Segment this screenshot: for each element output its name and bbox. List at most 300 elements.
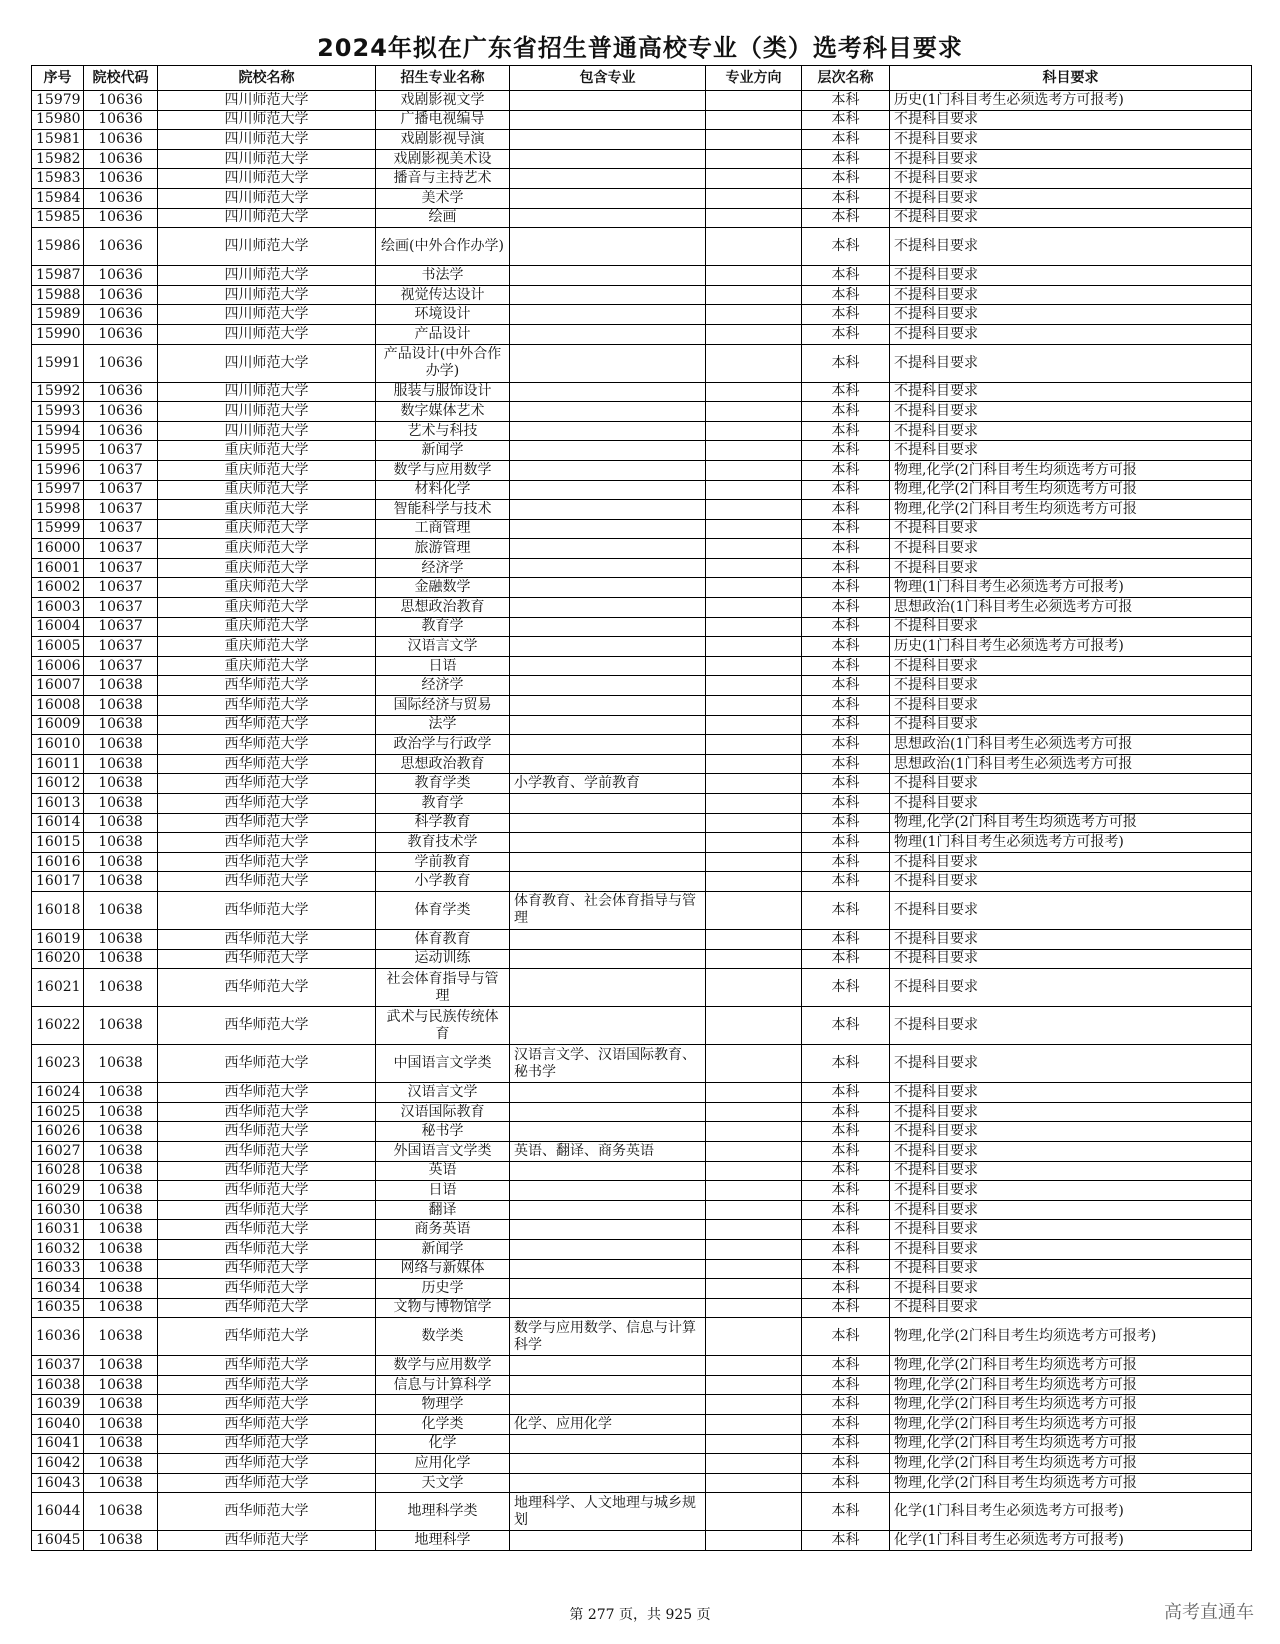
cell-subject-requirement: 历史(1门科目考生必须选考方可报考) xyxy=(890,637,1252,657)
cell-level: 本科 xyxy=(802,598,890,618)
cell-serial: 16004 xyxy=(32,617,84,637)
cell-level: 本科 xyxy=(802,1493,890,1531)
cell-level: 本科 xyxy=(802,1298,890,1318)
cell-subject-requirement: 不提科目要求 xyxy=(890,656,1252,676)
cell-major-direction xyxy=(706,1298,802,1318)
cell-level: 本科 xyxy=(802,696,890,716)
cell-school-name: 西华师范大学 xyxy=(158,949,376,969)
cell-subject-requirement: 不提科目要求 xyxy=(890,539,1252,559)
cell-school-name: 西华师范大学 xyxy=(158,833,376,853)
cell-level: 本科 xyxy=(802,1141,890,1161)
cell-major-name: 翻译 xyxy=(376,1200,510,1220)
cell-major-name: 数学与应用数学 xyxy=(376,460,510,480)
cell-major-direction xyxy=(706,208,802,228)
requirements-table xyxy=(31,65,1252,1551)
cell-major-name: 环境设计 xyxy=(376,305,510,325)
cell-major-name: 服装与服饰设计 xyxy=(376,382,510,402)
cell-included-majors xyxy=(510,344,706,382)
cell-serial: 15980 xyxy=(32,110,84,130)
cell-subject-requirement: 不提科目要求 xyxy=(890,188,1252,208)
cell-serial: 16039 xyxy=(32,1395,84,1415)
cell-included-majors xyxy=(510,578,706,598)
table-row xyxy=(32,598,1252,618)
cell-major-name: 广播电视编导 xyxy=(376,110,510,130)
cell-school-code: 10638 xyxy=(84,715,158,735)
cell-subject-requirement: 不提科目要求 xyxy=(890,891,1252,929)
cell-major-direction xyxy=(706,460,802,480)
cell-school-code: 10638 xyxy=(84,774,158,794)
cell-included-majors: 化学、应用化学 xyxy=(510,1415,706,1435)
cell-school-code: 10636 xyxy=(84,421,158,441)
cell-level: 本科 xyxy=(802,578,890,598)
cell-serial: 15997 xyxy=(32,480,84,500)
cell-school-name: 重庆师范大学 xyxy=(158,637,376,657)
cell-school-code: 10638 xyxy=(84,891,158,929)
cell-school-code: 10637 xyxy=(84,441,158,461)
table-row xyxy=(32,1318,1252,1356)
cell-subject-requirement: 不提科目要求 xyxy=(890,305,1252,325)
cell-school-code: 10637 xyxy=(84,598,158,618)
cell-level: 本科 xyxy=(802,285,890,305)
cell-major-direction xyxy=(706,617,802,637)
cell-school-code: 10638 xyxy=(84,833,158,853)
cell-major-name: 化学 xyxy=(376,1434,510,1454)
cell-serial: 16021 xyxy=(32,969,84,1007)
cell-included-majors xyxy=(510,285,706,305)
table-row xyxy=(32,285,1252,305)
cell-subject-requirement: 物理,化学(2门科目考生均须选考方可报考) xyxy=(890,1318,1252,1356)
cell-subject-requirement: 不提科目要求 xyxy=(890,110,1252,130)
cell-major-direction xyxy=(706,637,802,657)
cell-subject-requirement: 不提科目要求 xyxy=(890,382,1252,402)
cell-serial: 16000 xyxy=(32,539,84,559)
cell-school-name: 西华师范大学 xyxy=(158,852,376,872)
table-row xyxy=(32,754,1252,774)
cell-school-name: 重庆师范大学 xyxy=(158,441,376,461)
cell-major-name: 日语 xyxy=(376,1181,510,1201)
table-row xyxy=(32,1531,1252,1551)
cell-level: 本科 xyxy=(802,637,890,657)
cell-serial: 15988 xyxy=(32,285,84,305)
cell-school-name: 四川师范大学 xyxy=(158,208,376,228)
cell-subject-requirement: 不提科目要求 xyxy=(890,441,1252,461)
cell-level: 本科 xyxy=(802,519,890,539)
cell-school-code: 10638 xyxy=(84,1141,158,1161)
cell-subject-requirement: 不提科目要求 xyxy=(890,794,1252,814)
table-row xyxy=(32,794,1252,814)
cell-school-code: 10637 xyxy=(84,460,158,480)
cell-major-name: 国际经济与贸易 xyxy=(376,696,510,716)
cell-school-name: 四川师范大学 xyxy=(158,344,376,382)
cell-school-code: 10638 xyxy=(84,1259,158,1279)
cell-included-majors xyxy=(510,1356,706,1376)
cell-level: 本科 xyxy=(802,305,890,325)
table-row xyxy=(32,949,1252,969)
cell-included-majors xyxy=(510,1531,706,1551)
cell-school-code: 10636 xyxy=(84,402,158,422)
cell-major-direction xyxy=(706,266,802,286)
table-row xyxy=(32,637,1252,657)
cell-major-name: 教育学 xyxy=(376,617,510,637)
cell-serial: 16041 xyxy=(32,1434,84,1454)
cell-subject-requirement: 化学(1门科目考生必须选考方可报考) xyxy=(890,1493,1252,1531)
table-row xyxy=(32,813,1252,833)
cell-major-direction xyxy=(706,1279,802,1299)
table-row xyxy=(32,344,1252,382)
cell-level: 本科 xyxy=(802,1239,890,1259)
cell-school-name: 重庆师范大学 xyxy=(158,617,376,637)
cell-serial: 16035 xyxy=(32,1298,84,1318)
cell-school-code: 10638 xyxy=(84,696,158,716)
cell-serial: 16011 xyxy=(32,754,84,774)
cell-major-direction xyxy=(706,774,802,794)
cell-school-name: 西华师范大学 xyxy=(158,1531,376,1551)
cell-school-name: 西华师范大学 xyxy=(158,1259,376,1279)
cell-included-majors: 体育教育、社会体育指导与管理 xyxy=(510,891,706,929)
cell-level: 本科 xyxy=(802,852,890,872)
cell-serial: 16026 xyxy=(32,1122,84,1142)
cell-major-name: 经济学 xyxy=(376,676,510,696)
cell-major-name: 智能科学与技术 xyxy=(376,500,510,520)
cell-school-code: 10637 xyxy=(84,617,158,637)
cell-major-name: 新闻学 xyxy=(376,1239,510,1259)
cell-level: 本科 xyxy=(802,1259,890,1279)
table-row xyxy=(32,188,1252,208)
cell-school-code: 10638 xyxy=(84,1395,158,1415)
cell-school-name: 西华师范大学 xyxy=(158,1493,376,1531)
cell-school-name: 西华师范大学 xyxy=(158,1220,376,1240)
cell-major-name: 中国语言文学类 xyxy=(376,1045,510,1083)
cell-school-name: 重庆师范大学 xyxy=(158,578,376,598)
table-row xyxy=(32,1141,1252,1161)
cell-serial: 16030 xyxy=(32,1200,84,1220)
cell-school-name: 四川师范大学 xyxy=(158,188,376,208)
cell-serial: 16031 xyxy=(32,1220,84,1240)
cell-level: 本科 xyxy=(802,949,890,969)
cell-serial: 16032 xyxy=(32,1239,84,1259)
cell-serial: 16025 xyxy=(32,1102,84,1122)
cell-subject-requirement: 不提科目要求 xyxy=(890,402,1252,422)
cell-major-direction xyxy=(706,1318,802,1356)
table-row xyxy=(32,228,1252,266)
table-row xyxy=(32,1200,1252,1220)
cell-major-direction xyxy=(706,1102,802,1122)
cell-level: 本科 xyxy=(802,208,890,228)
cell-school-code: 10637 xyxy=(84,519,158,539)
cell-level: 本科 xyxy=(802,969,890,1007)
cell-major-name: 旅游管理 xyxy=(376,539,510,559)
page-title: 2024年拟在广东省招生普通高校专业（类）选考科目要求 xyxy=(317,34,963,62)
cell-school-name: 西华师范大学 xyxy=(158,676,376,696)
cell-serial: 16042 xyxy=(32,1454,84,1474)
table-row xyxy=(32,1007,1252,1045)
table-row xyxy=(32,208,1252,228)
cell-major-name: 新闻学 xyxy=(376,441,510,461)
cell-school-name: 西华师范大学 xyxy=(158,1298,376,1318)
cell-major-direction xyxy=(706,1045,802,1083)
cell-school-code: 10637 xyxy=(84,558,158,578)
cell-major-name: 外国语言文学类 xyxy=(376,1141,510,1161)
table-row xyxy=(32,1259,1252,1279)
cell-level: 本科 xyxy=(802,891,890,929)
cell-subject-requirement: 不提科目要求 xyxy=(890,1181,1252,1201)
cell-included-majors xyxy=(510,735,706,755)
table-row xyxy=(32,1102,1252,1122)
cell-included-majors xyxy=(510,1239,706,1259)
table-row xyxy=(32,1375,1252,1395)
cell-level: 本科 xyxy=(802,1434,890,1454)
cell-school-name: 西华师范大学 xyxy=(158,794,376,814)
cell-major-name: 视觉传达设计 xyxy=(376,285,510,305)
cell-included-majors xyxy=(510,676,706,696)
cell-subject-requirement: 物理,化学(2门科目考生均须选考方可报 xyxy=(890,1395,1252,1415)
cell-serial: 16033 xyxy=(32,1259,84,1279)
cell-major-direction xyxy=(706,1122,802,1142)
cell-major-direction xyxy=(706,500,802,520)
cell-school-name: 西华师范大学 xyxy=(158,1007,376,1045)
cell-school-code: 10637 xyxy=(84,480,158,500)
cell-serial: 16002 xyxy=(32,578,84,598)
cell-serial: 15981 xyxy=(32,130,84,150)
cell-subject-requirement: 不提科目要求 xyxy=(890,558,1252,578)
cell-major-name: 经济学 xyxy=(376,558,510,578)
cell-serial: 16043 xyxy=(32,1473,84,1493)
cell-serial: 16020 xyxy=(32,949,84,969)
cell-school-name: 西华师范大学 xyxy=(158,1141,376,1161)
cell-school-code: 10638 xyxy=(84,1493,158,1531)
cell-school-code: 10638 xyxy=(84,1434,158,1454)
cell-school-name: 西华师范大学 xyxy=(158,715,376,735)
cell-serial: 16037 xyxy=(32,1356,84,1376)
cell-serial: 16014 xyxy=(32,813,84,833)
cell-school-code: 10636 xyxy=(84,208,158,228)
cell-major-name: 小学教育 xyxy=(376,872,510,892)
cell-major-direction xyxy=(706,149,802,169)
cell-major-direction xyxy=(706,1454,802,1474)
cell-included-majors xyxy=(510,1007,706,1045)
table-row xyxy=(32,558,1252,578)
cell-major-direction xyxy=(706,852,802,872)
cell-major-direction xyxy=(706,421,802,441)
cell-level: 本科 xyxy=(802,1279,890,1299)
cell-major-name: 天文学 xyxy=(376,1473,510,1493)
cell-serial: 15982 xyxy=(32,149,84,169)
cell-school-name: 四川师范大学 xyxy=(158,228,376,266)
cell-level: 本科 xyxy=(802,1318,890,1356)
table-row xyxy=(32,1473,1252,1493)
cell-level: 本科 xyxy=(802,91,890,111)
cell-subject-requirement: 不提科目要求 xyxy=(890,969,1252,1007)
cell-included-majors: 英语、翻译、商务英语 xyxy=(510,1141,706,1161)
col-header-school-name: 院校名称 xyxy=(158,66,376,91)
cell-major-name: 数学类 xyxy=(376,1318,510,1356)
cell-major-name: 化学类 xyxy=(376,1415,510,1435)
cell-major-direction xyxy=(706,929,802,949)
cell-included-majors xyxy=(510,1279,706,1299)
table-row xyxy=(32,656,1252,676)
table-row xyxy=(32,382,1252,402)
table-row xyxy=(32,1356,1252,1376)
cell-level: 本科 xyxy=(802,149,890,169)
cell-school-code: 10638 xyxy=(84,1473,158,1493)
cell-subject-requirement: 不提科目要求 xyxy=(890,1298,1252,1318)
cell-major-name: 法学 xyxy=(376,715,510,735)
cell-subject-requirement: 物理,化学(2门科目考生均须选考方可报 xyxy=(890,1454,1252,1474)
cell-major-direction xyxy=(706,715,802,735)
cell-school-name: 西华师范大学 xyxy=(158,774,376,794)
cell-major-direction xyxy=(706,285,802,305)
cell-major-name: 产品设计(中外合作办学) xyxy=(376,344,510,382)
cell-school-name: 四川师范大学 xyxy=(158,402,376,422)
cell-level: 本科 xyxy=(802,110,890,130)
cell-major-name: 思想政治教育 xyxy=(376,598,510,618)
cell-included-majors xyxy=(510,149,706,169)
cell-school-name: 西华师范大学 xyxy=(158,813,376,833)
table-row xyxy=(32,696,1252,716)
table-row xyxy=(32,1493,1252,1531)
cell-major-direction xyxy=(706,519,802,539)
table-body xyxy=(32,91,1252,1551)
cell-level: 本科 xyxy=(802,1220,890,1240)
cell-school-code: 10637 xyxy=(84,637,158,657)
cell-major-direction xyxy=(706,324,802,344)
cell-level: 本科 xyxy=(802,266,890,286)
cell-serial: 15993 xyxy=(32,402,84,422)
cell-included-majors xyxy=(510,1200,706,1220)
cell-included-majors xyxy=(510,852,706,872)
cell-school-code: 10638 xyxy=(84,1083,158,1103)
table-row xyxy=(32,441,1252,461)
cell-subject-requirement: 物理,化学(2门科目考生均须选考方可报 xyxy=(890,500,1252,520)
cell-major-name: 汉语国际教育 xyxy=(376,1102,510,1122)
cell-included-majors xyxy=(510,1122,706,1142)
cell-included-majors xyxy=(510,1434,706,1454)
cell-major-direction xyxy=(706,1161,802,1181)
cell-school-code: 10636 xyxy=(84,305,158,325)
cell-school-code: 10638 xyxy=(84,872,158,892)
cell-serial: 16024 xyxy=(32,1083,84,1103)
cell-major-name: 网络与新媒体 xyxy=(376,1259,510,1279)
cell-subject-requirement: 不提科目要求 xyxy=(890,949,1252,969)
table-row xyxy=(32,852,1252,872)
cell-level: 本科 xyxy=(802,794,890,814)
cell-school-name: 四川师范大学 xyxy=(158,266,376,286)
cell-subject-requirement: 不提科目要求 xyxy=(890,1122,1252,1142)
cell-school-name: 四川师范大学 xyxy=(158,91,376,111)
cell-school-name: 四川师范大学 xyxy=(158,110,376,130)
cell-level: 本科 xyxy=(802,1200,890,1220)
cell-school-name: 四川师范大学 xyxy=(158,149,376,169)
cell-level: 本科 xyxy=(802,539,890,559)
cell-subject-requirement: 物理,化学(2门科目考生均须选考方可报 xyxy=(890,1473,1252,1493)
cell-major-direction xyxy=(706,539,802,559)
cell-included-majors xyxy=(510,833,706,853)
cell-subject-requirement: 不提科目要求 xyxy=(890,169,1252,189)
cell-school-code: 10637 xyxy=(84,578,158,598)
cell-included-majors xyxy=(510,130,706,150)
cell-subject-requirement: 不提科目要求 xyxy=(890,617,1252,637)
cell-included-majors xyxy=(510,460,706,480)
cell-major-direction xyxy=(706,949,802,969)
cell-level: 本科 xyxy=(802,421,890,441)
cell-level: 本科 xyxy=(802,929,890,949)
cell-subject-requirement: 不提科目要求 xyxy=(890,149,1252,169)
cell-subject-requirement: 不提科目要求 xyxy=(890,715,1252,735)
cell-included-majors xyxy=(510,794,706,814)
cell-serial: 16045 xyxy=(32,1531,84,1551)
cell-school-name: 西华师范大学 xyxy=(158,891,376,929)
table-row xyxy=(32,110,1252,130)
table-row xyxy=(32,735,1252,755)
cell-school-name: 西华师范大学 xyxy=(158,1356,376,1376)
cell-serial: 15998 xyxy=(32,500,84,520)
cell-subject-requirement: 不提科目要求 xyxy=(890,1279,1252,1299)
cell-major-name: 美术学 xyxy=(376,188,510,208)
cell-school-name: 西华师范大学 xyxy=(158,1318,376,1356)
cell-included-majors xyxy=(510,500,706,520)
cell-major-name: 艺术与科技 xyxy=(376,421,510,441)
cell-serial: 16028 xyxy=(32,1161,84,1181)
cell-included-majors xyxy=(510,949,706,969)
cell-school-code: 10638 xyxy=(84,1181,158,1201)
cell-school-name: 四川师范大学 xyxy=(158,285,376,305)
cell-school-code: 10638 xyxy=(84,1318,158,1356)
cell-included-majors xyxy=(510,305,706,325)
cell-school-code: 10638 xyxy=(84,1220,158,1240)
cell-major-name: 绘画(中外合作办学) xyxy=(376,228,510,266)
cell-subject-requirement: 物理,化学(2门科目考生均须选考方可报 xyxy=(890,480,1252,500)
cell-school-code: 10638 xyxy=(84,1531,158,1551)
table-row xyxy=(32,872,1252,892)
cell-school-code: 10636 xyxy=(84,285,158,305)
table-row xyxy=(32,266,1252,286)
cell-subject-requirement: 不提科目要求 xyxy=(890,266,1252,286)
cell-major-name: 应用化学 xyxy=(376,1454,510,1474)
cell-major-direction xyxy=(706,228,802,266)
cell-serial: 16012 xyxy=(32,774,84,794)
cell-major-direction xyxy=(706,656,802,676)
cell-subject-requirement: 不提科目要求 xyxy=(890,130,1252,150)
cell-subject-requirement: 不提科目要求 xyxy=(890,1259,1252,1279)
cell-level: 本科 xyxy=(802,735,890,755)
table-row xyxy=(32,480,1252,500)
cell-major-name: 文物与博物馆学 xyxy=(376,1298,510,1318)
table-row xyxy=(32,305,1252,325)
cell-level: 本科 xyxy=(802,656,890,676)
cell-serial: 16008 xyxy=(32,696,84,716)
cell-included-majors xyxy=(510,969,706,1007)
cell-subject-requirement: 历史(1门科目考生必须选考方可报考) xyxy=(890,91,1252,111)
cell-school-name: 西华师范大学 xyxy=(158,1102,376,1122)
cell-school-name: 西华师范大学 xyxy=(158,1122,376,1142)
cell-level: 本科 xyxy=(802,324,890,344)
table-row xyxy=(32,1122,1252,1142)
cell-major-name: 产品设计 xyxy=(376,324,510,344)
cell-major-direction xyxy=(706,1007,802,1045)
cell-subject-requirement: 思想政治(1门科目考生必须选考方可报 xyxy=(890,754,1252,774)
table-row xyxy=(32,402,1252,422)
cell-subject-requirement: 不提科目要求 xyxy=(890,852,1252,872)
cell-major-direction xyxy=(706,91,802,111)
cell-major-direction xyxy=(706,441,802,461)
cell-level: 本科 xyxy=(802,1045,890,1083)
cell-major-name: 物理学 xyxy=(376,1395,510,1415)
cell-major-name: 体育学类 xyxy=(376,891,510,929)
cell-serial: 16023 xyxy=(32,1045,84,1083)
table-row xyxy=(32,539,1252,559)
cell-included-majors xyxy=(510,637,706,657)
cell-school-code: 10638 xyxy=(84,1239,158,1259)
